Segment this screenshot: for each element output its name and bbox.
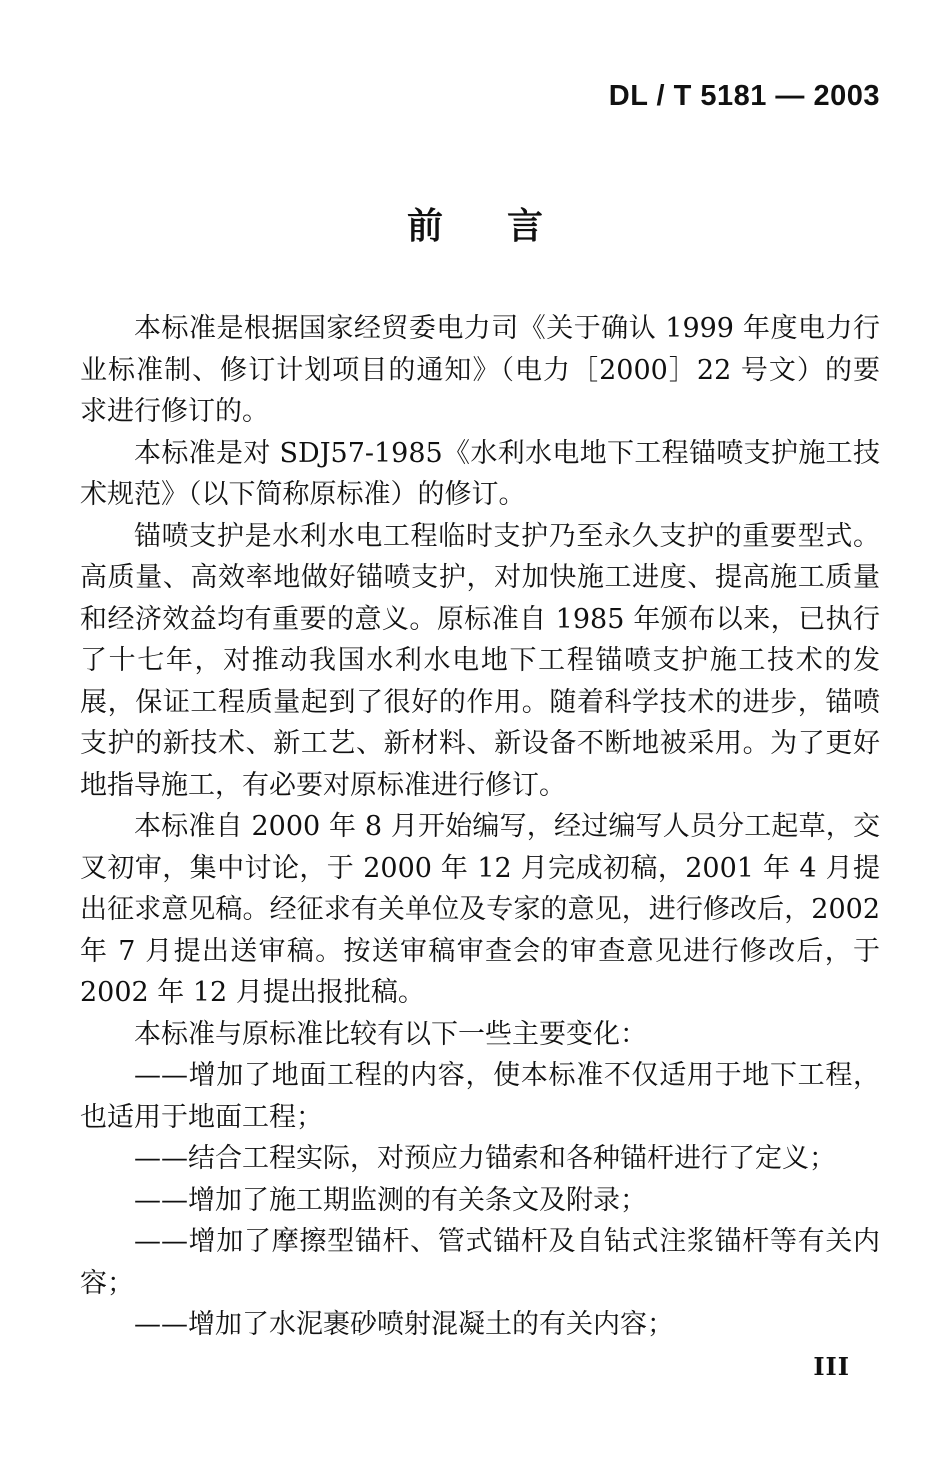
change-item: ——结合工程实际，对预应力锚索和各种锚杆进行了定义； <box>134 1143 836 1174</box>
paragraph: 本标准是对 SDJ57-1985《水利水电地下工程锚喷支护施工技术规范》（以下简称原标准）的修订。 <box>80 437 880 510</box>
page-title: 前言 <box>406 206 607 247</box>
paragraph: 锚喷支护是水利水电工程临时支护乃至永久支护的重要型式。高质量、高效率地做好锚喷支护，对加快施工进度、提高施工质量和经济效益均有重要的意义。原标准自 1985 年颁布以来，已执行了十七年，对推动我国水利水电地下工程锚喷支护施工技术的发展，保证工程质量起到了很好的作用。随着科学技术的进步，锚喷支护的新技术、新工艺、新材料、新设备不断地被采用。为了更好地指导施工，有必要对原标准进行修订。 <box>80 520 880 801</box>
change-item: ——增加了施工期监测的有关条文及附录； <box>134 1184 647 1216</box>
change-item: ——增加了水泥裹砂喷射混凝土的有关内容； <box>134 1309 674 1340</box>
preface-body <box>80 308 880 1346</box>
standard-code: DL / T 5181 — 2003 <box>608 80 880 112</box>
change-item: ——增加了地面工程的内容，使本标准不仅适用于地下工程，也适用于地面工程； <box>80 1060 880 1133</box>
change-item: ——增加了摩擦型锚杆、管式锚杆及自钻式注浆锚杆等有关内容； <box>80 1226 880 1299</box>
paragraph: 本标准自 2000 年 8 月开始编写，经过编写人员分工起草，交叉初审，集中讨论，于 2000 年 12 月完成初稿，2001 年 4 月提出征求意见稿。经征求有关单位及专家的意见，进行修改后，2002 年 7 月提出送审稿。按送审稿审查会的审查意见进行修改后，于 2002 年 12 月提出报批稿。 <box>80 811 880 1008</box>
paragraph: 本标准是根据国家经贸委电力司《关于确认 1999 年度电力行业标准制、修订计划项目的通知》（电力［2000］22 号文）的要求进行修订的。 <box>80 313 880 427</box>
paragraph: 本标准与原标准比较有以下一些主要变化： <box>134 1018 647 1050</box>
page-number: III <box>813 1352 850 1381</box>
